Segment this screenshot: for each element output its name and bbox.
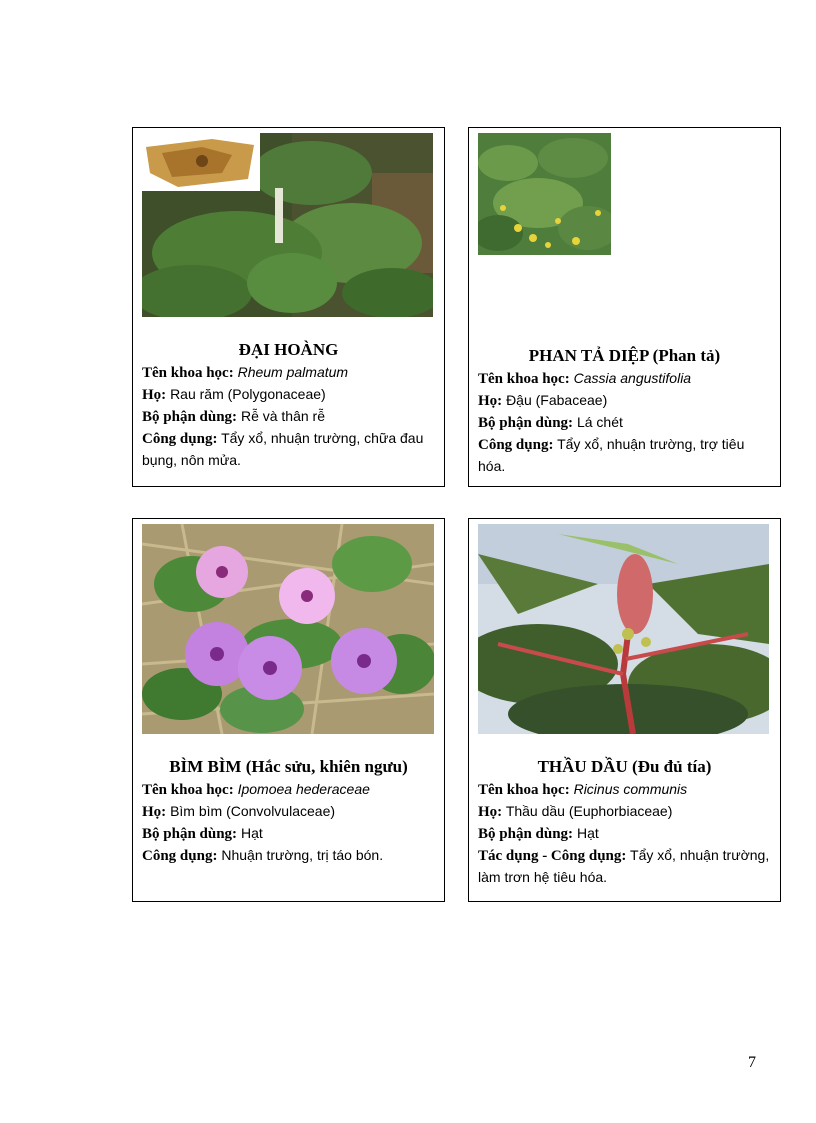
family-label: Họ: <box>478 393 503 409</box>
part-used-value: Lá chét <box>576 414 623 430</box>
uses-label: Tác dụng - Công dụng: <box>478 848 627 864</box>
castor-plant-photo <box>478 524 769 734</box>
page-number: 7 <box>748 1054 756 1071</box>
family-value: Đậu (Fabaceae) <box>506 392 608 408</box>
family-label: Họ: <box>142 804 167 820</box>
part-used-label: Bộ phận dùng: <box>142 409 238 425</box>
plant-card-thau-dau <box>468 518 781 902</box>
plant-info-bim-bim <box>142 756 435 867</box>
part-used-value: Hạt <box>576 825 599 841</box>
part-used-value: Hạt <box>240 825 263 841</box>
plant-info-dai-hoang <box>142 339 435 471</box>
scientific-name-label: Tên khoa học: <box>142 782 234 798</box>
scientific-name-label: Tên khoa học: <box>478 782 570 798</box>
family-value: Rau răm (Polygonaceae) <box>170 386 326 402</box>
scientific-name-value: Ricinus communis <box>573 781 688 797</box>
part-used-label: Bộ phận dùng: <box>478 826 574 842</box>
uses-label: Công dụng: <box>478 437 554 453</box>
family-label: Họ: <box>142 387 167 403</box>
uses-value: Tẩy xổ, nhuận trường, trợ tiêu hóa. <box>478 436 745 474</box>
part-used-label: Bộ phận dùng: <box>478 415 574 431</box>
plant-card-phan-ta-diep <box>468 127 781 487</box>
uses-value: Nhuận trường, trị táo bón. <box>221 847 384 863</box>
plant-title: PHAN TẢ DIỆP (Phan tả) <box>528 346 721 365</box>
rhubarb-photo <box>142 133 433 317</box>
scientific-name-value: Cassia angustifolia <box>573 370 692 386</box>
family-value: Thầu dầu (Euphorbiaceae) <box>505 803 673 819</box>
uses-value: Tẩy xổ, nhuận trường, chữa đau bụng, nôn mửa. <box>142 430 424 468</box>
plant-info-thau-dau <box>478 756 771 888</box>
scientific-name-value: Ipomoea hederaceae <box>237 781 370 797</box>
scientific-name-label: Tên khoa học: <box>478 371 570 387</box>
morning-glory-photo <box>142 524 434 734</box>
uses-label: Công dụng: <box>142 848 218 864</box>
part-used-value: Rễ và thân rễ <box>240 408 326 424</box>
plant-title: BÌM BÌM (Hắc sửu, khiên ngưu) <box>169 757 408 776</box>
part-used-label: Bộ phận dùng: <box>142 826 238 842</box>
plant-info-phan-ta-diep <box>478 345 771 477</box>
family-label: Họ: <box>478 804 503 820</box>
plant-title: THẦU DẦU (Đu đủ tía) <box>537 757 712 776</box>
scientific-name-value: Rheum palmatum <box>237 364 349 380</box>
uses-label: Công dụng: <box>142 431 218 447</box>
scientific-name-label: Tên khoa học: <box>142 365 234 381</box>
uses-value: Tẩy xổ, nhuận trường, làm trơn hệ tiêu hóa. <box>478 847 770 885</box>
family-value: Bìm bìm (Convolvulaceae) <box>170 803 336 819</box>
plant-card-dai-hoang <box>132 127 445 487</box>
senna-photo <box>478 133 611 255</box>
plant-card-bim-bim <box>132 518 445 902</box>
plant-title: ĐẠI HOÀNG <box>238 340 339 359</box>
